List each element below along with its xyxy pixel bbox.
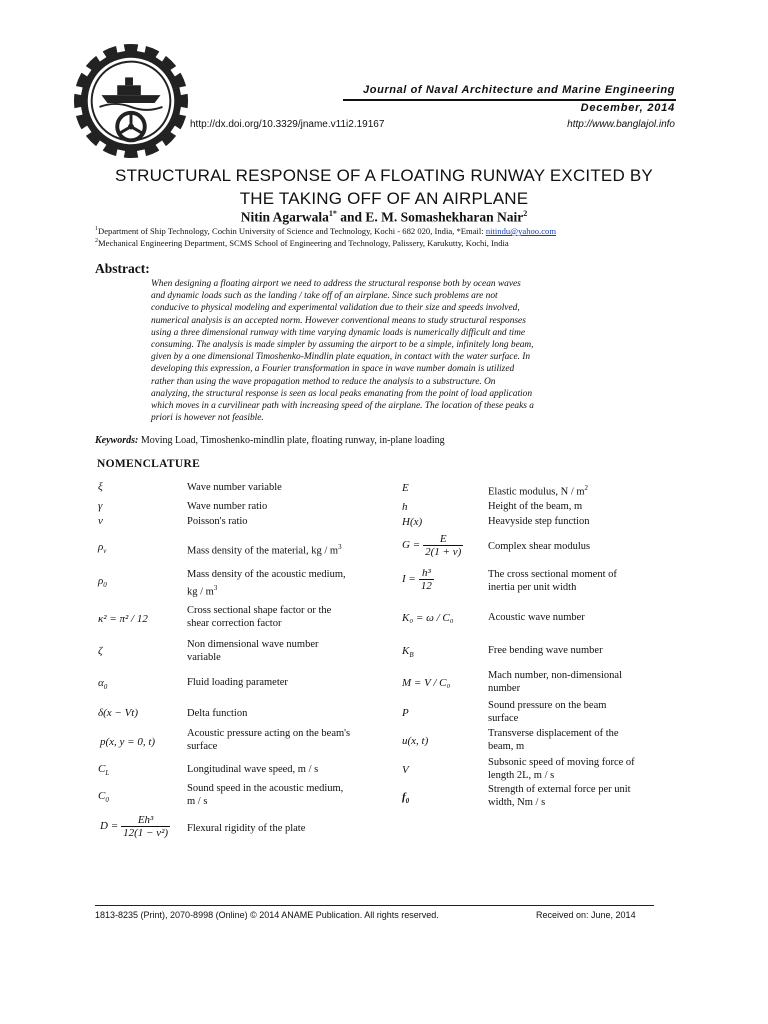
nom-left-desc-8: Delta function [187, 708, 248, 719]
abstract-line: which moves in a curvilinear path with increasing speed of the airplane. The location of these peaks a [151, 401, 534, 412]
affiliation-1 [95, 226, 556, 236]
nom-right-desc-4-line2: inertia per unit width [488, 581, 577, 593]
nom-right-desc-3: Complex shear modulus [488, 541, 591, 552]
nom-left-sym-1: γ [98, 500, 103, 512]
frac-numerator: Eh³ [121, 814, 170, 827]
frac-denominator: 2(1 + ν) [425, 546, 462, 558]
nom-right-sym-3-base: G = [402, 539, 421, 552]
nom-left-sym-11 [98, 790, 109, 804]
abstract-line: priori is however not feasible. [151, 413, 264, 424]
nom-right-desc-9-line1: Transverse displacement of the [488, 728, 619, 739]
abstract-line: analyzing, the structural response is seen as local peaks emanating from the point of load application [151, 388, 533, 399]
nom-left-sym-4-sub: 0 [103, 581, 107, 590]
nom-left-desc-3 [187, 541, 342, 558]
nom-left-sym-2: ν [98, 515, 103, 527]
nom-right-desc-4-line1: The cross sectional moment of [488, 569, 617, 580]
abstract-line: When designing a floating airport we need to address the structural response both by ocean waves [151, 279, 521, 289]
abstract-line: numerical analysis is an accepted norm. However conventional means to study structural responses [151, 315, 526, 326]
nom-left-sym-12 [100, 814, 170, 839]
nom-left-sym-11-sub: 0 [105, 796, 109, 805]
nom-left-desc-2: Poisson's ratio [187, 516, 248, 527]
nom-left-sym-10 [98, 763, 109, 777]
nom-right-desc-7 [488, 670, 622, 695]
nom-left-desc-5 [187, 605, 331, 630]
nom-right-desc-4 [488, 569, 617, 594]
keywords [95, 435, 445, 446]
frac-denominator: 12(1 − ν²) [123, 827, 169, 839]
nom-left-desc-12: Flexural rigidity of the plate [187, 823, 306, 834]
authors [0, 209, 768, 226]
frac-numerator: E [423, 533, 463, 546]
header-rule [343, 99, 676, 101]
nom-right-sym-8: P [402, 707, 409, 719]
nom-right-desc-10-line2: length 2L, m / s [488, 769, 555, 781]
nom-right-sym-6-sub: B [409, 651, 414, 660]
nom-right-sym-4-frac [419, 567, 434, 592]
keywords-text: Moving Load, Timoshenko-mindlin plate, floating runway, in-plane loading [138, 435, 445, 446]
keywords-label: Keywords: [95, 435, 139, 446]
nom-right-sym-3-frac [423, 533, 463, 558]
nom-right-desc-7-line1: Mach number, non-dimensional [488, 670, 623, 681]
abstract-line: developing this expression, a Fourier transformation in space in wave number domain is utilized [151, 364, 515, 375]
nom-right-desc-7-line2: number [488, 682, 521, 694]
nom-left-desc-0: Wave number variable [187, 482, 282, 493]
affiliation-2 [95, 238, 509, 248]
nom-left-sym-7-sub: 0 [103, 683, 108, 692]
nom-left-desc-3-text: Mass density of the material, kg / m [187, 545, 339, 557]
nom-right-sym-6-base: K [402, 645, 410, 657]
author-2-mark: 2 [523, 209, 528, 218]
nom-left-sym-7-base: α [98, 677, 104, 689]
email-link[interactable]: nitindu@yahoo.com [485, 226, 557, 236]
nom-right-desc-10-line1: Subsonic speed of moving force of [488, 757, 635, 768]
nom-left-desc-4 [187, 569, 346, 599]
nom-right-desc-8-line1: Sound pressure on the beam [488, 700, 607, 711]
nom-right-sym-7: M = V / C₀ [402, 677, 451, 689]
nom-right-sym-11-sub: 0 [405, 797, 410, 806]
nom-right-desc-6: Free bending wave number [488, 645, 603, 656]
nom-left-desc-3-sup: 3 [338, 543, 342, 551]
nom-left-sym-11-base: C [98, 790, 106, 802]
abstract-body [151, 278, 629, 424]
nom-left-desc-4-line2 [187, 582, 346, 599]
nom-right-desc-10 [488, 757, 635, 782]
abstract-line: and dynamic loads such as the landing / take off of an airplane. Since such problems are not [151, 291, 498, 302]
abstract-line: conducive to physical modeling and experimental validation due to their size and speeds involved, [151, 303, 520, 314]
nom-left-desc-9 [187, 728, 350, 753]
nom-right-sym-4 [402, 567, 434, 592]
abstract-line: using a three dimensional runway with time varying dynamic loads is numerically difficult and time [151, 327, 526, 338]
nom-left-sym-10-base: C [98, 763, 106, 775]
nom-right-desc-11-line1: Strength of external force per unit [488, 784, 631, 795]
title-line-1: STRUCTURAL RESPONSE OF A FLOATING RUNWAY EXCITED BY [115, 166, 653, 185]
nom-right-sym-10: V [402, 764, 409, 776]
frac-denominator: 12 [420, 580, 432, 592]
nom-left-desc-6 [187, 639, 319, 664]
abstract-heading: Abstract: [95, 261, 150, 276]
copyright: 1813-8235 (Print), 2070-8998 (Online) © 2014 ANAME Publication. All rights reserved. [95, 910, 439, 920]
nom-left-sym-12-base: D = [100, 820, 119, 833]
journal-name: Journal of Naval Architecture and Marine Engineering [363, 84, 675, 96]
site-link[interactable]: http://www.banglajol.info [567, 119, 675, 130]
nom-right-desc-8 [488, 700, 606, 725]
nom-right-sym-5: K₀ = ω / C₀ [402, 612, 454, 624]
nom-right-desc-9-line2: beam, m [488, 740, 525, 752]
journal-logo [72, 42, 190, 160]
nom-left-sym-8: δ(x − Vt) [98, 707, 139, 719]
nom-right-desc-0-text: Elastic modulus, N / m [488, 486, 585, 498]
nom-right-desc-0-sup: 2 [584, 484, 589, 492]
affiliation-1-text: Department of Ship Technology, Cochin University of Science and Technology, Kochi - 682 020, India, *Email: [98, 226, 486, 236]
abstract-line: given by a one dimensional Timoshenko-Mindlin plate equation, in contact with the water surface. In [151, 352, 531, 363]
nom-left-desc-6-line1: Non dimensional wave number [187, 639, 319, 650]
nom-right-desc-2: Heavyside step function [488, 516, 590, 527]
nom-left-desc-4-line1: Mass density of the acoustic medium, [187, 569, 346, 580]
nom-left-desc-11-line2: m / s [187, 795, 208, 807]
nom-left-sym-3-sub: v [103, 547, 107, 556]
doi-link[interactable]: http://dx.doi.org/10.3329/jname.v11i2.19167 [190, 119, 385, 130]
nom-left-desc-6-line2: variable [187, 651, 221, 663]
nom-left-sym-9: p(x, y = 0, t) [100, 736, 156, 748]
nom-right-sym-0: E [402, 482, 409, 494]
nom-left-desc-4-line2-text: kg / m [187, 586, 214, 597]
nom-left-desc-5-line1: Cross sectional shape factor or the [187, 605, 332, 616]
abstract-line: consuming. The analysis is made simpler by assuming the airport to be a simple, infinitely long beam, [151, 340, 534, 351]
nom-left-sym-0: ξ [98, 481, 103, 493]
nom-left-desc-1: Wave number ratio [187, 501, 268, 512]
nom-left-sym-4-base: ρ [98, 575, 104, 587]
affiliation-2-mark: 2 [95, 238, 98, 245]
author-2: E. M. Somashekharan Nair [365, 209, 524, 225]
nom-right-desc-11 [488, 784, 631, 809]
nom-right-desc-11-line2: width, Nm / s [488, 796, 546, 808]
nomenclature-heading: NOMENCLATURE [97, 458, 201, 470]
nom-left-desc-11-line1: Sound speed in the acoustic medium, [187, 783, 344, 794]
nom-left-desc-9-line1: Acoustic pressure acting on the beam's [187, 728, 351, 739]
nom-left-sym-12-frac [121, 814, 170, 839]
nom-right-desc-8-line2: surface [488, 712, 519, 724]
nom-right-sym-2: H(x) [402, 516, 423, 528]
nom-left-desc-4-sup: 3 [213, 583, 218, 592]
received-date: Received on: June, 2014 [536, 910, 636, 920]
nom-left-sym-5: κ² = π² / 12 [98, 613, 148, 625]
nom-right-sym-11-base: f [402, 791, 406, 803]
affiliation-2-text: Mechanical Engineering Department, SCMS School of Engineering and Technology, Palissery, Karukutty, Kochi, India [98, 238, 509, 248]
nom-left-desc-9-line2: surface [187, 740, 218, 752]
author-1: Nitin Agarwala [240, 209, 329, 225]
nom-left-sym-10-sub: L [105, 769, 110, 778]
abstract-line: rather than using the wave propagation method to reduce the analysis to a substructure. On [151, 376, 496, 387]
nom-right-desc-1: Height of the beam, m [488, 501, 583, 512]
nom-left-desc-7: Fluid loading parameter [187, 677, 288, 688]
nom-left-desc-10: Longitudinal wave speed, m / s [187, 764, 319, 775]
author-conjunction: and [336, 209, 366, 225]
nom-left-desc-11 [187, 783, 343, 808]
author-1-mark: 1* [328, 209, 337, 218]
nom-right-sym-3 [402, 533, 463, 558]
issue-date: December, 2014 [580, 102, 675, 114]
affiliation-1-mark: 1 [95, 226, 98, 233]
nom-left-sym-3-base: ρ [98, 541, 104, 553]
nom-right-desc-9 [488, 728, 619, 753]
nom-right-sym-6 [402, 645, 414, 659]
nom-left-sym-6: ζ [98, 645, 103, 657]
title-line-2: THE TAKING OFF OF AN AIRPLANE [239, 189, 529, 208]
nom-left-sym-3 [98, 541, 106, 555]
paper-title [0, 164, 768, 210]
nom-left-sym-4 [98, 575, 107, 589]
nom-right-sym-4-base: I = [402, 573, 416, 586]
nom-right-sym-9: u(x, t) [402, 735, 429, 747]
nom-right-desc-0 [488, 482, 588, 499]
nom-left-desc-5-line2: shear correction factor [187, 617, 282, 629]
nom-left-sym-7 [98, 677, 107, 691]
nom-right-desc-5: Acoustic wave number [488, 612, 585, 623]
nom-right-sym-1: h [402, 501, 408, 513]
frac-numerator: h³ [419, 567, 434, 580]
nom-right-sym-11 [402, 791, 409, 805]
footer-rule [95, 905, 654, 906]
